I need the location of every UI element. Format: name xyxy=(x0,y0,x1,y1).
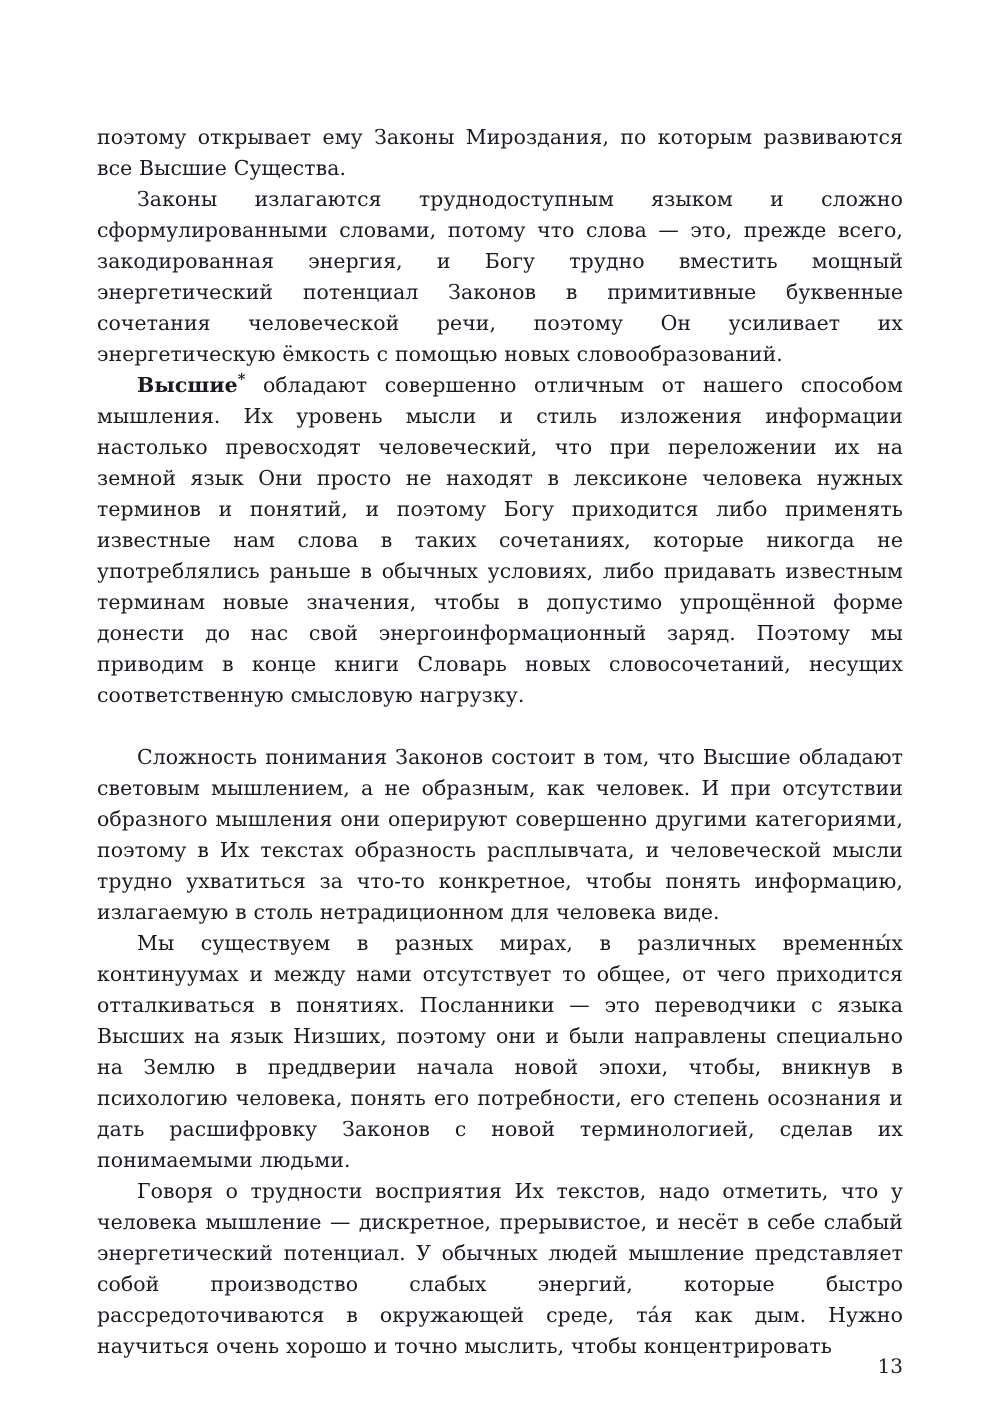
page-number: 13 xyxy=(877,1354,903,1378)
paragraph-higher-beings xyxy=(97,370,903,711)
paragraph-higher-beings-body: обладают совершенно отличным от нашего способом мышления. Их уровень мысли и стиль изложения информации настолько превосходят человеческий, что при переложении их на земной язык Они просто не находят в лексиконе человека нужных терминов и понятий, и поэтому Богу приходится либо применять известные нам слова в таких сочетаниях, которые никогда не употреблялись раньше в обычных условиях, либо придавать известным терминам новые значения, чтобы в допустимо упрощённой форме донести до нас свой энергоинформационный заряд. Поэтому мы приводим в конце книги Словарь новых словосочетаний, несущих соответственную смысловую нагрузку. xyxy=(97,373,903,707)
paragraph-laws-language: Законы излагаются труднодоступным языком и сложно сформулированными словами, потому что слова — это, прежде всего, закодированная энергия, и Богу трудно вместить мощный энергетический потенциал Законов в примитивные буквенные сочетания человеческой речи, поэтому Он усиливает их энергетическую ёмкость с помощью новых словообразований. xyxy=(97,187,903,366)
footnote-marker: * xyxy=(237,371,246,389)
paragraph-continuation: поэтому открывает ему Законы Мироздания, по которым развиваются все Высшие Существа. xyxy=(97,125,903,180)
page-text-block xyxy=(97,122,903,1362)
bold-lead-term: Высшие xyxy=(137,373,238,397)
paragraph-difficulty-understanding: Сложность понимания Законов состоит в том, что Высшие обладают световым мышлением, а не образным, как человек. И при отсутствии образного мышления они оперируют совершенно другими категориями, поэтому в Их текстах образность расплывчата, и человеческой мысли трудно ухватиться за что-то конкретное, чтобы понять информацию, излагаемую в столь нетрадиционном для человека виде. xyxy=(97,745,903,924)
paragraph-perception-difficulty: Говоря о трудности восприятия Их текстов, надо отметить, что у человека мышление — дискретное, прерывистое, и несёт в себе слабый энергетический потенциал. У обычных людей мышление представляет собой производство слабых энергий, которые быстро рассредоточиваются в окружающей среде, та́я как дым. Нужно научиться очень хорошо и точно мыслить, чтобы концентрировать xyxy=(97,1179,903,1358)
paragraph-different-worlds: Мы существуем в разных мирах, в различных временны́х континуумах и между нами отсутствует то общее, от чего приходится отталкиваться в понятиях. Посланники — это переводчики с языка Высших на язык Низших, поэтому они и были направлены специально на Землю в преддверии начала новой эпохи, чтобы, вникнув в психологию человека, понять его потребности, его степень осознания и дать расшифровку Законов с новой терминологией, сделав их понимаемыми людьми. xyxy=(97,931,903,1172)
